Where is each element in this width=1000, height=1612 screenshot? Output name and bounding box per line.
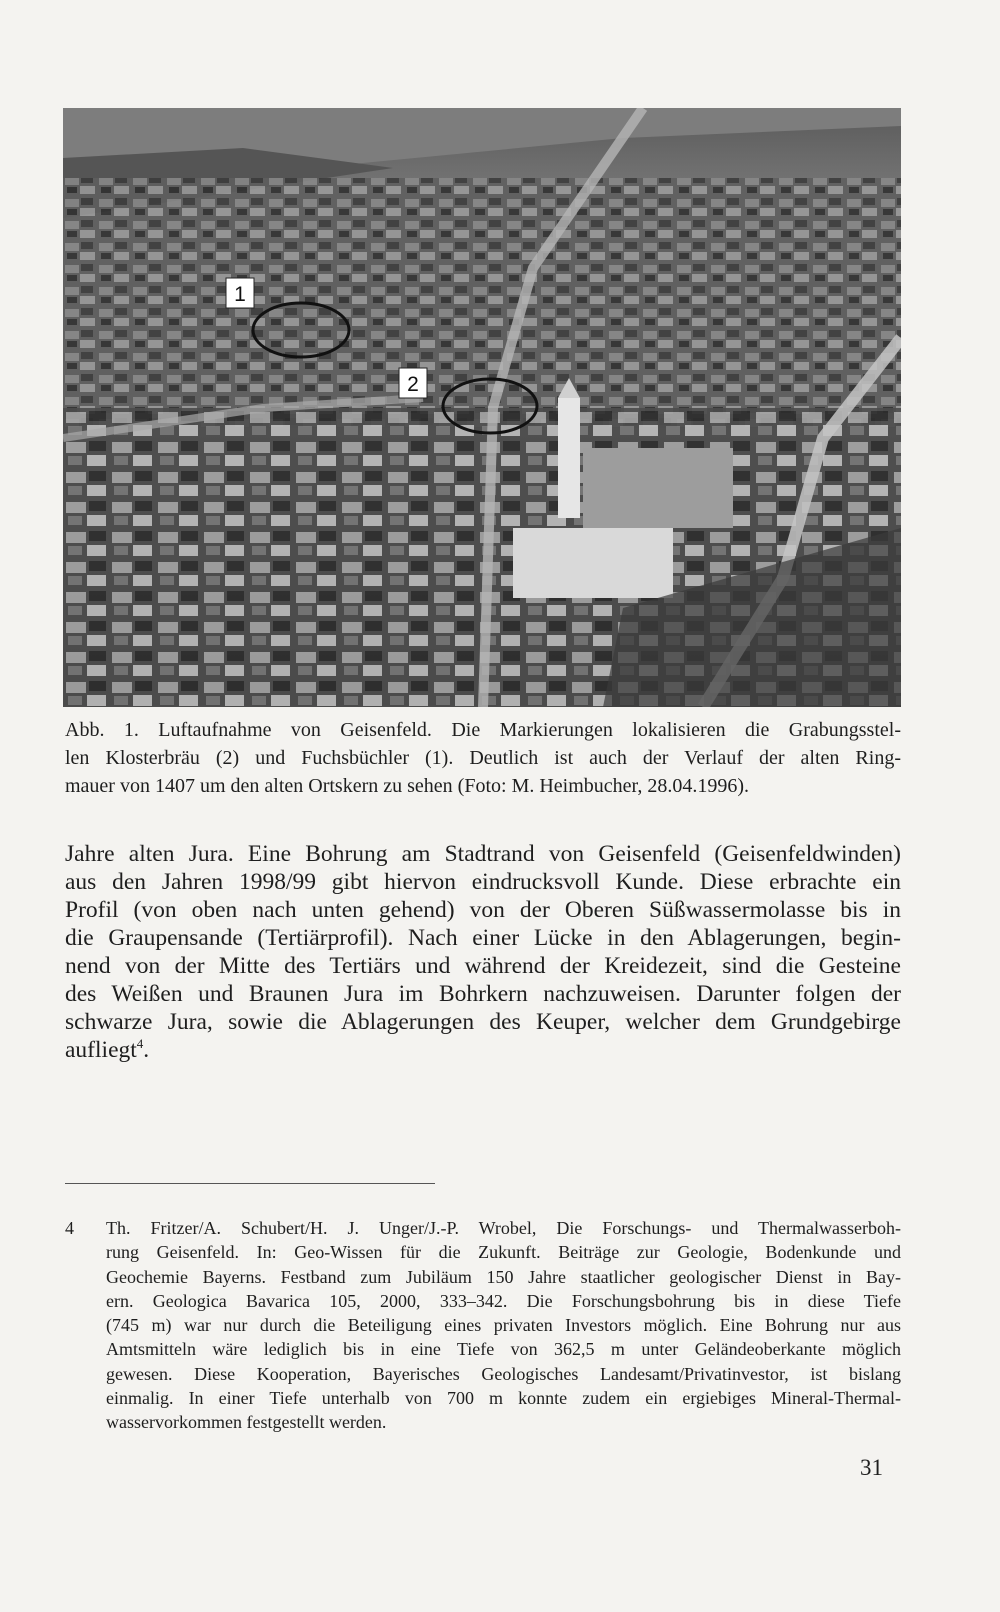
footnote-number: 4 xyxy=(65,1218,74,1238)
caption-line: mauer von 1407 um den alten Ortskern zu sehen (Foto: M. Heimbucher, 28.04.1996). xyxy=(65,775,750,797)
body-line: Jahre alten Jura. Eine Bohrung am Stadtrand von Geisenfeld (Geisenfeldwinden) xyxy=(65,841,901,867)
marker-label-2 xyxy=(399,368,427,398)
footnote-line: Amtsmitteln wäre lediglich bis in eine Tiefe von 362,5 m unter Geländeoberkante möglich xyxy=(106,1339,901,1360)
footnote-reference[interactable]: 4 xyxy=(136,1036,144,1052)
footnote-text xyxy=(106,1216,901,1435)
marker-text-2: 2 xyxy=(407,373,419,396)
body-line: aus den Jahren 1998/99 gibt hiervon eindrucksvoll Kunde. Diese erbrachte ein xyxy=(65,869,901,895)
marker-text-1: 1 xyxy=(234,283,246,306)
footnote-line: wasservorkommen festgestellt werden. xyxy=(106,1412,387,1433)
caption-line: len Klosterbräu (2) und Fuchsbüchler (1). Deutlich ist auch der Verlauf der alten Ring- xyxy=(65,747,901,769)
footnote-line: (745 m) war nur durch die Beteiligung eines privaten Investors möglich. Eine Bohrung nur aus xyxy=(106,1315,901,1336)
body-line: schwarze Jura, sowie die Ablagerungen des Keuper, welcher dem Grundgebirge xyxy=(65,1009,901,1035)
aerial-photo xyxy=(63,108,901,707)
footnote-line: gewesen. Diese Kooperation, Bayerisches Geologisches Landesamt/Privatinvestor, ist bislang xyxy=(106,1363,901,1384)
body-line: nend von der Mitte des Tertiärs und während der Kreidezeit, sind die Gesteine xyxy=(65,953,901,979)
figure-caption xyxy=(65,718,901,802)
body-line: die Graupensande (Tertiärprofil). Nach einer Lücke in den Ablagerungen, begin- xyxy=(65,925,901,951)
page-number: 31 xyxy=(860,1455,883,1480)
footnote-line: rung Geisenfeld. In: Geo-Wissen für die Zukunft. Beiträge zur Geologie, Bodenkunde und xyxy=(106,1242,901,1263)
footnote-line: einmalig. In einer Tiefe unterhalb von 700 m konnte zudem ein ergiebiges Mineral-Thermal- xyxy=(106,1388,901,1409)
footnote-line: Geochemie Bayerns. Festband zum Jubiläum 150 Jahre staatlicher geologischer Dienst in Bay- xyxy=(106,1266,901,1287)
body-paragraph xyxy=(65,840,901,1064)
footnote-separator xyxy=(65,1183,435,1184)
marker-label-1 xyxy=(226,278,254,308)
body-line: des Weißen und Braunen Jura im Bohrkern nachzuweisen. Darunter folgen der xyxy=(65,981,901,1007)
caption-line: Abb. 1. Luftaufnahme von Geisenfeld. Die Markierungen lokalisieren die Grabungsstel- xyxy=(65,719,901,741)
body-last-line-text: aufliegt xyxy=(65,1037,137,1063)
body-last-line: aufliegt$^4$. xyxy=(65,1036,150,1063)
footnote-line: Th. Fritzer/A. Schubert/H. J. Unger/J.-P. Wrobel, Die Forschungs- und Thermalwasserboh- xyxy=(106,1218,901,1238)
footnote-line: ern. Geologica Bavarica 105, 2000, 333–342. Die Forschungsbohrung bis in diese Tiefe xyxy=(106,1290,901,1311)
body-line: Profil (von oben nach unten gehend) von der Oberen Süßwassermolasse bis in xyxy=(65,897,901,923)
